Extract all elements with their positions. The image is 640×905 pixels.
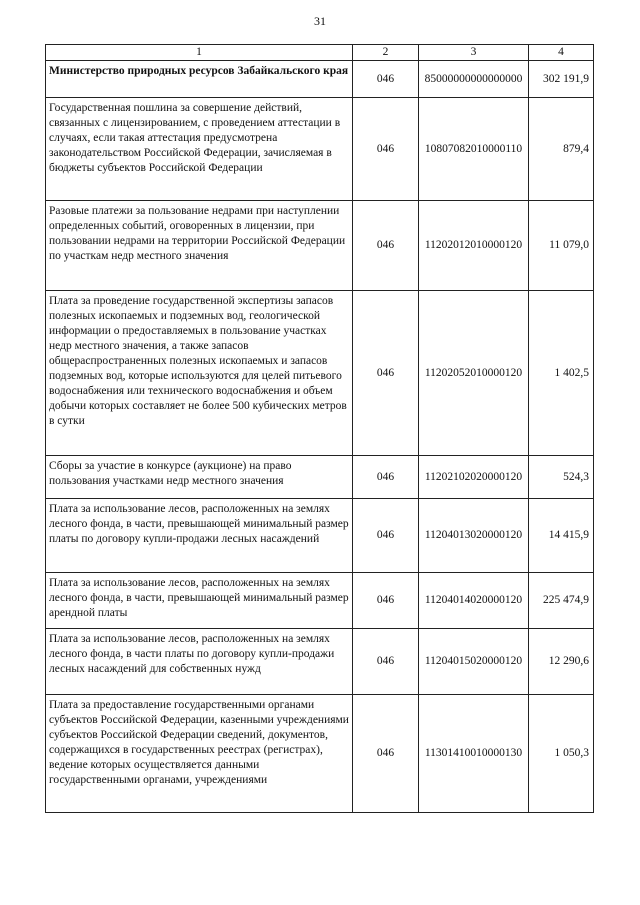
row-admin-code: 046 — [353, 456, 419, 499]
table-row — [46, 695, 594, 813]
column-header: 4 — [529, 45, 594, 61]
row-kbk-code: 11202012010000120 — [419, 201, 529, 291]
row-description: Сборы за участие в конкурсе (аукционе) на право пользования участками недр местного значения — [46, 456, 353, 499]
column-header: 1 — [46, 45, 353, 61]
row-kbk-code: 10807082010000110 — [419, 98, 529, 201]
row-admin-code: 046 — [353, 499, 419, 573]
table-row — [46, 98, 594, 201]
row-admin-code: 046 — [353, 291, 419, 456]
row-description: Плата за использование лесов, расположенных на землях лесного фонда, в части платы по договору купли-продажи лесных насаждений для собственных нужд — [46, 629, 353, 695]
table-header-row — [46, 45, 594, 61]
row-admin-code: 046 — [353, 695, 419, 813]
row-kbk-code: 11202102020000120 — [419, 456, 529, 499]
row-kbk-code: 11204013020000120 — [419, 499, 529, 573]
row-amount: 14 415,9 — [529, 499, 594, 573]
row-description: Плата за использование лесов, расположенных на землях лесного фонда, в части, превышающей минимальный размер платы по договору купли-продажи лесных насаждений — [46, 499, 353, 573]
budget-revenue-table — [45, 44, 594, 813]
row-description: Разовые платежи за пользование недрами при наступлении определенных событий, оговоренных в лицензии, при пользовании недрами на территории Российской Федерации по участкам недр местного значения — [46, 201, 353, 291]
row-kbk-code: 11204014020000120 — [419, 573, 529, 629]
row-description: Плата за проведение государственной экспертизы запасов полезных ископаемых и подземных вод, геологической информации о предоставляемых в пользование участках недр местного значения, а также запасов общераспространенных полезных ископаемых и запасов подземных вод, которые используются для целей питьевого водоснабжения или технического водоснабжения и объем добычи которых составляет не более 500 кубических метров в сутки — [46, 291, 353, 456]
table-row — [46, 291, 594, 456]
row-amount: 524,3 — [529, 456, 594, 499]
table-row-ministry — [46, 61, 594, 98]
row-admin-code: 046 — [353, 98, 419, 201]
table-row — [46, 629, 594, 695]
row-admin-code: 046 — [353, 61, 419, 98]
row-kbk-code: 11202052010000120 — [419, 291, 529, 456]
table-row — [46, 201, 594, 291]
row-admin-code: 046 — [353, 629, 419, 695]
row-amount: 12 290,6 — [529, 629, 594, 695]
row-admin-code: 046 — [353, 573, 419, 629]
row-description: Министерство природных ресурсов Забайкальского края — [46, 61, 353, 98]
row-amount: 225 474,9 — [529, 573, 594, 629]
row-amount: 1 402,5 — [529, 291, 594, 456]
row-amount: 879,4 — [529, 98, 594, 201]
page-number: 31 — [314, 14, 326, 28]
row-admin-code: 046 — [353, 201, 419, 291]
table-row — [46, 499, 594, 573]
row-description: Государственная пошлина за совершение действий, связанных с лицензированием, с проведением аттестации в случаях, если такая аттестация предусмотрена законодательством Российской Федерации, зачисляемая в бюджеты субъектов Российской Федерации — [46, 98, 353, 201]
row-kbk-code: 85000000000000000 — [419, 61, 529, 98]
row-kbk-code: 11204015020000120 — [419, 629, 529, 695]
column-header: 3 — [419, 45, 529, 61]
row-kbk-code: 11301410010000130 — [419, 695, 529, 813]
row-amount: 11 079,0 — [529, 201, 594, 291]
column-header: 2 — [353, 45, 419, 61]
row-description: Плата за использование лесов, расположенных на землях лесного фонда, в части, превышающей минимальный размер арендной платы — [46, 573, 353, 629]
row-amount: 1 050,3 — [529, 695, 594, 813]
table-row — [46, 456, 594, 499]
row-amount: 302 191,9 — [529, 61, 594, 98]
table-row — [46, 573, 594, 629]
row-description: Плата за предоставление государственными органами субъектов Российской Федерации, казенными учреждениями субъектов Российской Федерации сведений, документов, содержащихся в государственных реестрах (регистрах), ведение которых осуществляется данными государственными органами, учреждениями — [46, 695, 353, 813]
